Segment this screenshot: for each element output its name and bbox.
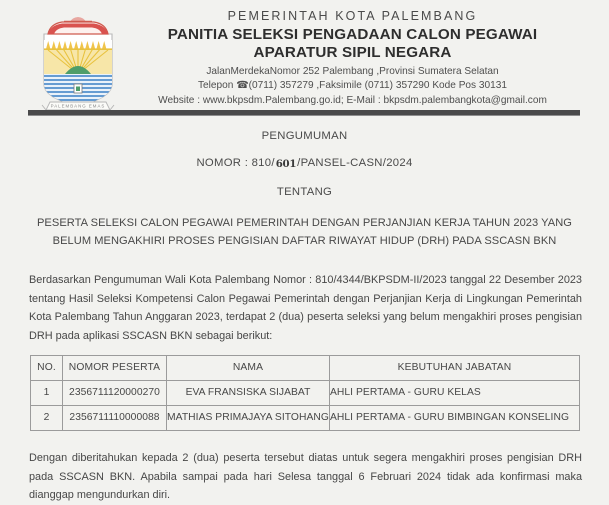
telephone-icon: ☎ [236,80,249,92]
palembang-coat-of-arms-icon [34,10,122,113]
website-email-line: Website : www.bkpsdm.Palembang.go.id; E-Mail : bkpsdm.palembangkota@gmail.com [158,94,547,106]
column-header-nomor-peserta: NOMOR PESERTA [63,355,167,380]
cell-kebutuhan-jabatan: AHLI PERTAMA - GURU KELAS [330,380,580,405]
number-suffix: /PANSEL-CASN/2024 [297,157,413,170]
header-divider-rule [28,110,580,116]
table-row [31,405,580,430]
title-block [0,131,609,198]
svg-text:PALEMBANG EMAS: PALEMBANG EMAS [50,103,106,109]
number-prefix: NOMOR : 810/ [196,157,275,170]
cell-no: 1 [31,380,63,405]
announcement-number [0,158,609,169]
cell-nama: MATHIAS PRIMAJAYA SITOHANG [167,405,330,430]
closing-paragraph: Dengan diberitahukan kepada 2 (dua) peserta tersebut diatas untuk segera mengakhiri proses pengisian DRH pada SSCASN BKN. Apabila sampai pada hari Selesa tanggal 6 Februari 2024 tidak ada konfirmasi maka dianggap mengundurkan diri. [29,451,582,502]
organization-line-1: PANITIA SELEKSI PENGADAAN CALON PEGAWAI [167,25,538,43]
column-header-nama: NAMA [167,355,330,380]
cell-kebutuhan-jabatan: AHLI PERTAMA - GURU BIMBINGAN KONSELING [330,405,580,430]
subject-block [0,215,609,251]
table-row [31,380,580,405]
opening-paragraph: Berdasarkan Pengumuman Wali Kota Palembang Nomor : 810/4344/BKPSDM-II/2023 tanggal 22 Desember 2023 tentang Hasil Seleksi Kompetensi Calon Pegawai Pemerintah dengan Perjanjian Kerja di Lingkungan Pemerintah Kota Palembang Tahun Anggaran 2023, terdapat 2 (dua) peserta seleksi yang belum mengakhiri proses pengisian DRH pada aplikasi SSCASN BKN sebagai berikut: [29,273,582,343]
column-header-kebutuhan-jabatan: KEBUTUHAN JABATAN [330,355,580,380]
phone-numbers: (0711) 357279 ,Faksimile (0711) 357290 Kode Pos 30131 [248,80,507,92]
letterhead [0,0,609,113]
announcement-heading: PENGUMUMAN [261,130,348,142]
letterhead-text [130,8,583,108]
phone-label: Telepon [198,80,234,92]
cell-nomor-peserta: 2356711120000270 [63,380,167,405]
participants-table [30,355,580,431]
phone-line [130,79,575,94]
about-heading: TENTANG [276,185,333,198]
cell-no: 2 [31,405,63,430]
government-line: PEMERINTAH KOTA PALEMBANG [227,9,478,23]
subject-line-2: BELUM MENGAKHIRI PROSES PENGISIAN DAFTAR RIWAYAT HIDUP (DRH) PADA SSCASN BKN [52,234,557,247]
organization-line-2: APARATUR SIPIL NEGARA [253,44,452,62]
cell-nama: EVA FRANSISKA SIJABAT [167,380,330,405]
subject-line-1: PESERTA SELEKSI CALON PEGAWAI PEMERINTAH DENGAN PERJANJIAN KERJA TAHUN 2023 YANG [36,216,572,229]
cell-nomor-peserta: 2356711110000088 [63,405,167,430]
address-line: JalanMerdekaNomor 252 Palembang ,Provinsi Sumatera Selatan [206,65,499,77]
table-header-row [31,355,580,380]
emblem-container [26,8,130,113]
number-handwritten-value: 601 [275,157,297,170]
participants-table-container [30,355,580,431]
column-header-no: NO. [31,355,63,380]
